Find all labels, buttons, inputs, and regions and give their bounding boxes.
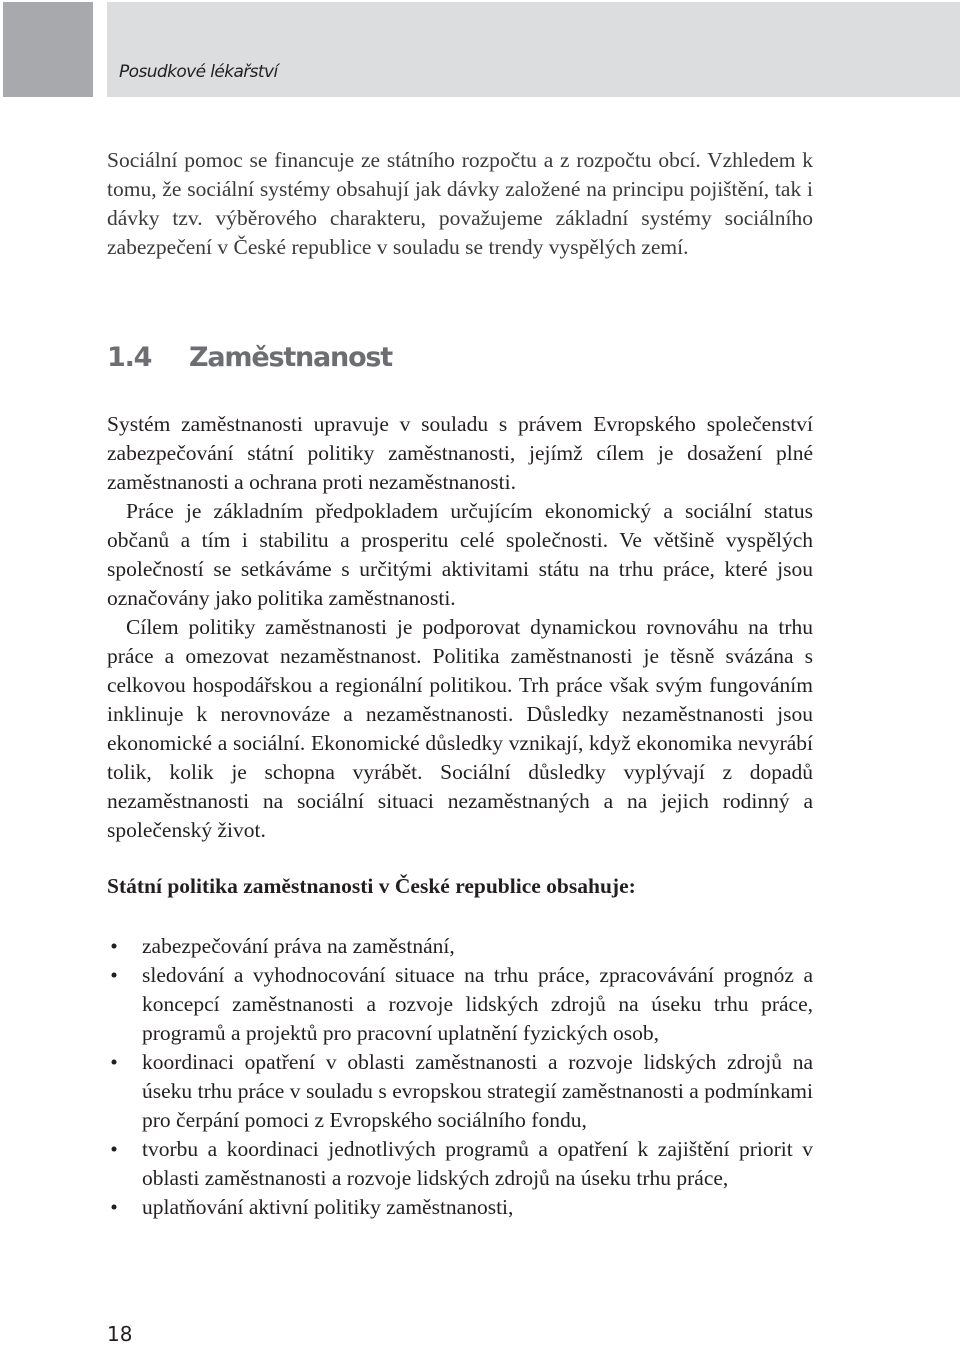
bullet-icon: • xyxy=(110,1195,118,1219)
list-item xyxy=(107,1193,813,1222)
list-item-text: koordinaci opatření v oblasti zaměstnanosti a rozvoje lidských zdrojů na úseku trhu práce v souladu s evropskou strategií zaměstnanosti a podmínkami pro čerpání pomoci z Evropského sociálního fondu, xyxy=(142,1050,813,1132)
section-body xyxy=(107,410,813,845)
policy-list xyxy=(107,932,813,1222)
paragraph-3: Cílem politiky zaměstnanosti je podporovat dynamickou rovnováhu na trhu práce a omezovat nezaměstnanost. Politika zaměstnanosti je těsně svázána s celkovou hospodářskou a regionální politikou. Trh práce však svým fungováním inklinuje k nerovnováze a nezaměstnanosti. Důsledky nezaměstnanosti jsou ekonomické a sociální. Ekonomické důsledky vznikají, když ekonomika nevyrábí tolik, kolik je schopna vyrábět. Sociální důsledky vyplývají z dopadů nezaměstnanosti na sociální situaci nezaměstnaných a na jejich rodinný a společenský život. xyxy=(107,615,813,842)
list-item xyxy=(107,1135,813,1193)
page-number: 18 xyxy=(107,1322,133,1346)
list-item-text: tvorbu a koordinaci jednotlivých programů a opatření k zajištění priorit v oblasti zaměstnanosti a rozvoje lidských zdrojů na úseku trhu práce, xyxy=(142,1137,813,1190)
bullet-icon: • xyxy=(110,1050,118,1074)
list-heading: Státní politika zaměstnanosti v České republice obsahuje: xyxy=(107,874,636,898)
list-item-text: zabezpečování práva na zaměstnání, xyxy=(142,934,455,958)
list-item-text: uplatňování aktivní politiky zaměstnanosti, xyxy=(142,1195,514,1219)
section-heading xyxy=(107,342,813,373)
intro-section xyxy=(107,146,813,262)
list-item xyxy=(107,961,813,1048)
list-item xyxy=(107,932,813,961)
intro-paragraph: Sociální pomoc se financuje ze státního rozpočtu a z rozpočtu obcí. Vzhledem k tomu, že sociální systémy obsahují jak dávky založené na principu pojištění, tak i dávky tzv. výběrového charakteru, považujeme základní systémy sociálního zabezpečení v České republice v souladu se trendy vyspělých zemí. xyxy=(107,148,813,259)
bullet-icon: • xyxy=(110,934,118,958)
section-number: 1.4 xyxy=(107,342,152,373)
paragraph-1: Systém zaměstnanosti upravuje v souladu s právem Evropského společenství zabezpečování státní politiky zaměstnanosti, jejímž cílem je dosažení plné zaměstnanosti a ochrana proti nezaměstnanosti. xyxy=(107,412,813,494)
page-corner-marker xyxy=(3,2,93,97)
bullet-icon: • xyxy=(110,963,118,987)
list-item xyxy=(107,1048,813,1135)
header-band xyxy=(107,2,960,97)
paragraph-2: Práce je základním předpokladem určujícím ekonomický a sociální status občanů a tím i stabilitu a prosperitu celé společnosti. Ve většině vyspělých společností se setkáváme s určitými aktivitami státu na trhu práce, které jsou označovány jako politika zaměstnanosti. xyxy=(107,499,813,610)
bullet-icon: • xyxy=(110,1137,118,1161)
running-header: Posudkové lékařství xyxy=(119,62,278,82)
section-title: Zaměstnanost xyxy=(189,342,393,373)
list-item-text: sledování a vyhodnocování situace na trhu práce, zpracovávání prognóz a koncepcí zaměstnanosti a rozvoje lidských zdrojů na úseku trhu práce, programů a projektů pro pracovní uplatnění fyzických osob, xyxy=(142,963,813,1045)
